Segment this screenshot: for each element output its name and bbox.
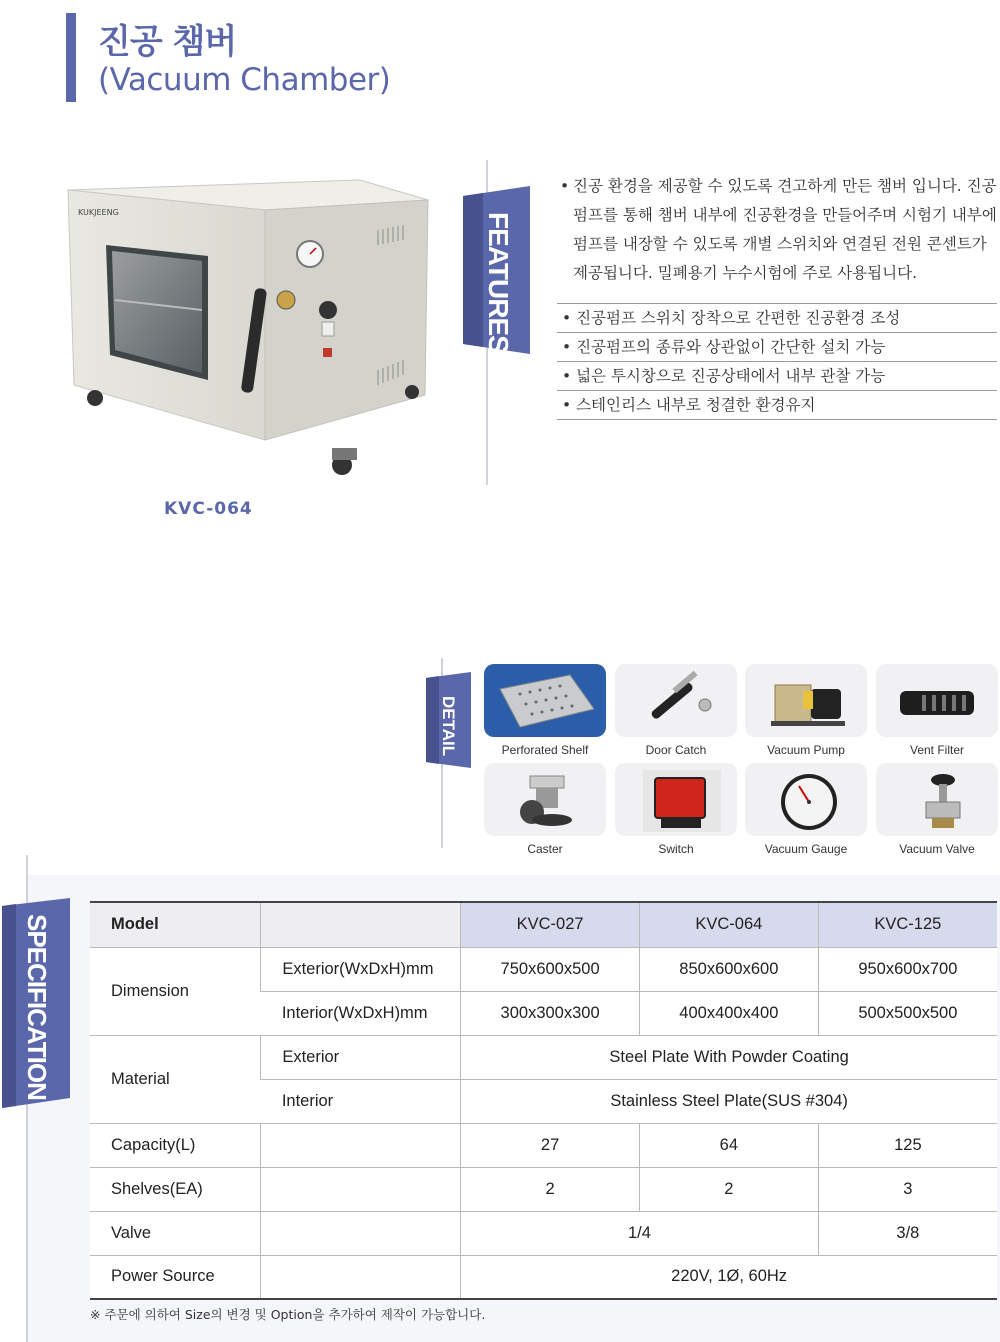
page-title: 진공 챔버: [98, 22, 237, 62]
table-cell: 850x600x600: [639, 947, 818, 991]
detail-item: [745, 664, 867, 757]
detail-item: [876, 763, 998, 856]
table-cell: 400x400x400: [639, 991, 818, 1035]
list-item: • 진공펌프 스위치 장착으로 간편한 진공환경 조성: [557, 304, 997, 333]
feature-text: 진공펌프 스위치 장착으로 간편한 진공환경 조성: [576, 309, 901, 327]
perforated-shelf-icon: [484, 664, 606, 737]
table-cell: 500x500x500: [818, 991, 997, 1035]
detail-caption: Vacuum Gauge: [764, 842, 848, 856]
table-cell: 1/4: [461, 1211, 819, 1255]
detail-item: [615, 664, 737, 757]
table-cell: 950x600x700: [818, 947, 997, 991]
detail-item: [484, 763, 606, 856]
detail-tab-label: DETAIL: [439, 696, 458, 757]
vent-filter-icon: [876, 664, 998, 737]
table-cell: Material: [90, 1035, 261, 1123]
spec-tab-label: SPECIFICATION: [22, 914, 52, 1100]
caster-icon: [484, 763, 606, 836]
table-cell: 27: [461, 1123, 640, 1167]
table-cell: [261, 902, 461, 947]
table-row: [90, 947, 997, 991]
table-cell: Interior(WxDxH)mm: [261, 991, 461, 1035]
table-cell: Exterior: [261, 1035, 461, 1079]
vacuum-valve-icon: [876, 763, 998, 836]
table-row: [90, 902, 997, 947]
detail-caption: Door Catch: [645, 743, 707, 757]
detail-item: [745, 763, 867, 856]
table-cell: Exterior(WxDxH)mm: [261, 947, 461, 991]
table-row: [90, 1167, 997, 1211]
feature-text: 넓은 투시창으로 진공상태에서 내부 관찰 가능: [576, 367, 886, 385]
table-cell: [261, 1123, 461, 1167]
table-cell: Steel Plate With Powder Coating: [461, 1035, 997, 1079]
switch-icon: [615, 763, 737, 836]
detail-caption: Vacuum Valve: [899, 842, 975, 856]
feature-text: 스테인리스 내부로 청결한 환경유지: [576, 396, 816, 414]
table-cell: 2: [639, 1167, 818, 1211]
product-image: [60, 170, 435, 485]
table-cell: 2: [461, 1167, 640, 1211]
table-cell: KVC-027: [461, 902, 640, 947]
table-cell: 64: [639, 1123, 818, 1167]
table-cell: Stainless Steel Plate(SUS #304): [461, 1079, 997, 1123]
list-item: • 스테인리스 내부로 청결한 환경유지: [557, 391, 997, 420]
feature-text: 진공펌프의 종류와 상관없이 간단한 설치 가능: [576, 338, 886, 356]
detail-caption: Switch: [658, 842, 694, 856]
spec-table: [90, 901, 997, 1300]
table-row: [90, 1255, 997, 1299]
table-cell: 125: [818, 1123, 997, 1167]
features-tab: [463, 186, 530, 354]
detail-item: [615, 763, 737, 856]
detail-caption: Vent Filter: [909, 743, 965, 757]
vacuum-gauge-icon: [745, 763, 867, 836]
table-row: [90, 1123, 997, 1167]
spec-footnote: ※ 주문에 의하여 Size의 변경 및 Option을 추가하여 제작이 가능합니다.: [90, 1307, 486, 1322]
table-cell: Dimension: [90, 947, 261, 1035]
features-intro-text: 진공 환경을 제공할 수 있도록 견고하게 만든 챔버 입니다. 진공펌프를 통해 챔버 내부에 진공환경을 만들어주며 시험기 내부에 펌프를 내장할 수 있도록 개별 스위치와 연결된 전원 콘센트가 제공됩니다. 밀폐용기 누수시험에 주로 사용됩니다.: [573, 177, 997, 282]
table-cell: KVC-125: [818, 902, 997, 947]
list-item: • 진공펌프의 종류와 상관없이 간단한 설치 가능: [557, 333, 997, 362]
detail-caption: Vacuum Pump: [767, 743, 845, 757]
table-cell: [261, 1167, 461, 1211]
table-cell: 220V, 1Ø, 60Hz: [461, 1255, 997, 1299]
vacuum-pump-icon: [745, 664, 867, 737]
table-cell: Valve: [90, 1211, 261, 1255]
table-cell: Interior: [261, 1079, 461, 1123]
table-cell: 300x300x300: [461, 991, 640, 1035]
list-item: • 넓은 투시창으로 진공상태에서 내부 관찰 가능: [557, 362, 997, 391]
page-subtitle: (Vacuum Chamber): [98, 62, 391, 98]
product-model-caption: KVC-064: [164, 499, 253, 519]
detail-caption: Perforated Shelf: [501, 743, 589, 757]
title-accent-bar: [66, 13, 76, 102]
door-catch-icon: [615, 664, 737, 737]
table-row: [90, 1211, 997, 1255]
svg-text:KUKJEENG: KUKJEENG: [78, 208, 119, 217]
bullet-mark: •: [560, 177, 570, 195]
detail-item: [484, 664, 606, 757]
spec-tab: [2, 898, 70, 1108]
detail-item: [876, 664, 998, 757]
features-list: [557, 303, 997, 420]
table-cell: 750x600x500: [461, 947, 640, 991]
features-tab-label: FEATURES: [483, 212, 514, 353]
table-cell: [261, 1211, 461, 1255]
table-cell: [261, 1255, 461, 1299]
table-cell: KVC-064: [639, 902, 818, 947]
features-intro: [560, 172, 1000, 288]
detail-caption: Caster: [527, 842, 563, 856]
table-cell: Shelves(EA): [90, 1167, 261, 1211]
table-cell: Capacity(L): [90, 1123, 261, 1167]
table-row: [90, 1035, 997, 1079]
table-cell: Model: [90, 902, 261, 947]
detail-tab: [426, 672, 471, 768]
table-cell: 3/8: [818, 1211, 997, 1255]
table-cell: 3: [818, 1167, 997, 1211]
table-cell: Power Source: [90, 1255, 261, 1299]
